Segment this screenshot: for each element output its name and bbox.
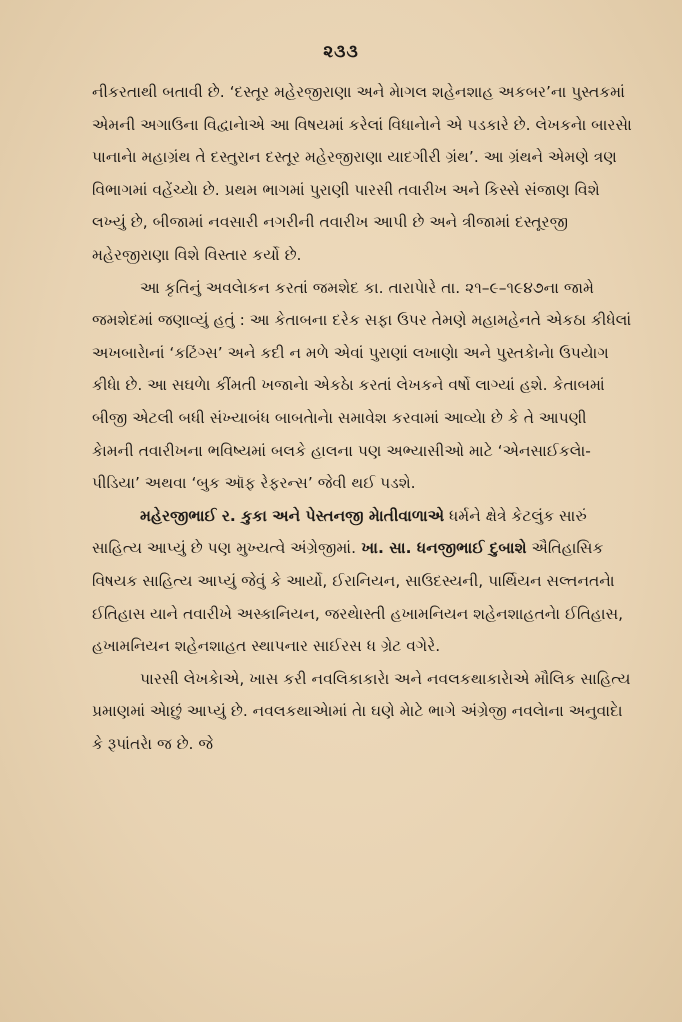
body-text [92, 76, 632, 760]
paragraph-3-text-2: ઐતિહાસિક વિષયક સાહિત્ય આપ્યું જેવું કે આર્યો, ઈરાનિયન, સાઉદસ્યની, પાર્થિયન સલ્તનતનેા ઈતિહાસ યાને તવારીખે અસ્કાનિયન, જરથેાસ્તી હખામનિયન શહેનશાહતનેા ઈતિહાસ, હખામનિયન શહેનશાહત સ્થાપનાર સાઈરસ ધ ગ્રેટ વગેરે. [92, 539, 624, 656]
paragraph-2: આ કૃતિનું અવલેાકન કરતાં જમશેદ કા. તારાપેારે તા. ૨૧–૯–૧૯૪૭ના જામે જમશેદમાં જણાવ્યું હતું : આ કેતાબના દરેક સફા ઉપર તેમણે મહામહેનતે એકઠા કીધેલાં અખબારેાનાં ‘કટિંગ્સ’ અને કદી ન મળે એવાં પુરાણાં લખાણેા અને પુસ્તકેાનેા ઉપયેાગ કીધેા છે. આ સઘળેા કીંમતી ખજાનેા એકઠેા કરતાં લેખકને વર્ષો લાગ્યાં હશે. કેતાબમાં બીજી એટલી બધી સંખ્યાબંધ બાબતેાનેા સમાવેશ કરવામાં આવ્યેા છે કે તે આપણી કેામની તવારીખના ભવિષ્યમાં બલકે હાલના પણ અભ્યાસીઓ માટે ‘એનસાઈકલેા-પીડિયા’ અથવા ‘બુક ઑફ રેફરન્સ’ જેવી થઈ પડશે. [92, 278, 632, 493]
paragraph-3-text: ધર્મને ક્ષેત્રે કેટલુંક સારું સાહિત્ય આપ્યું છે પણ મુખ્યત્વે અંગ્રેજીમાં. [92, 506, 587, 558]
paragraph-3-lead: મહેરજીભાઈ ર. કુકા અને પેસ્તનજી મેાતીવાળાએ [140, 506, 445, 525]
paragraph-4: પારસી લેખકેાએ, ખાસ કરી નવલિકાકારેા અને નવલકથાકારેાએ મૌલિક સાહિત્ય પ્રમાણમાં એાછું આપ્યું છે. નવલકથાએામાં તેા ઘણે મેાટે ભાગે અંગ્રેજી નવલેાના અનુવાદેા કે રૂપાંતરેા જ છે. જે [92, 669, 631, 753]
page-number: ૨૩૩ [323, 42, 359, 62]
paragraph-3 [92, 500, 632, 663]
paragraph-3-lead-2: ખા. સા. ધનજીભાઈ દુબાશે [356, 539, 527, 558]
paragraph-1: નીકરતાથી બતાવી છે. ‘દસ્તૂર મહેરજીરાણા અને મેાગલ શહેનશાહ અકબર’ના પુસ્તકમાં એમની અગાઉના વિદ્વાનાેએ આ વિષયમાં કરેલાં વિધાનાેને એ પડકારે છે. લેખકનેા બારસાે પાનાનાે મહાગ્રંથ તે દસ્તુરાન દસ્તૂર મહેરજીરાણા યાદગીરી ગ્રંથ’. આ ગ્રંથને એમણે ત્રણ વિભાગમાં વહેંચ્યેા છે. પ્રથમ ભાગમાં પુરાણી પારસી તવારીખ અને કિસ્સે સંજાણ વિશે લખ્યું છે, બીજામાં નવસારી નગરીની તવારીખ આપી છે અને ત્રીજામાં દસ્તૂરજી મહેરજીરાણા વિશે વિસ્તાર કર્યો છે. [92, 83, 632, 264]
